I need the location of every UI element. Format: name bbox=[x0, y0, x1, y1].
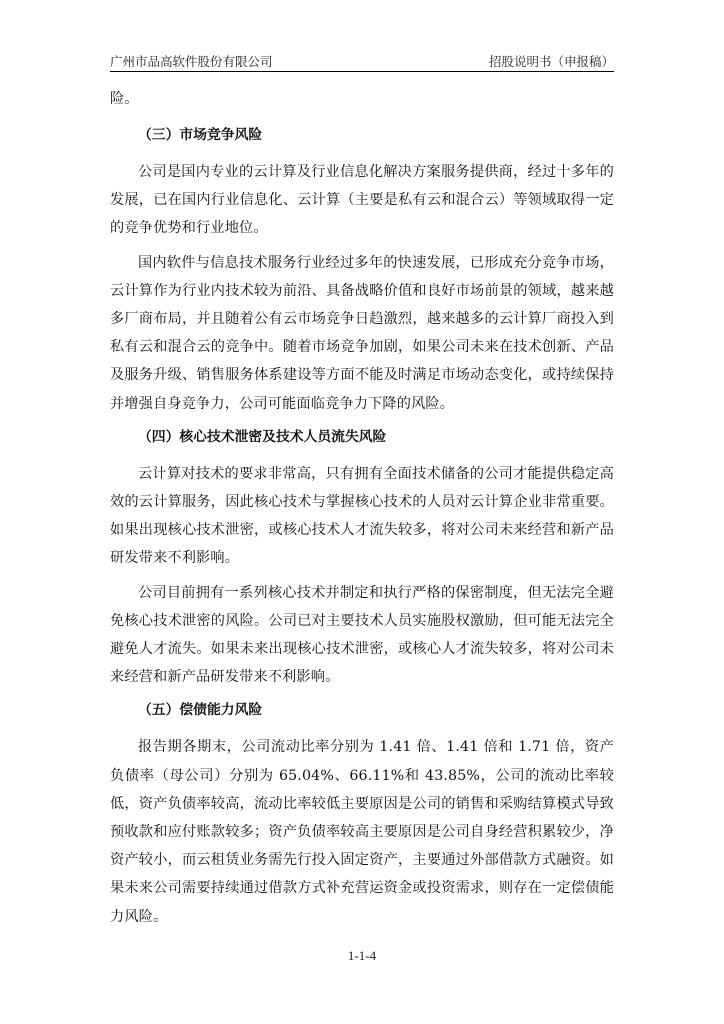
section-heading: （三）市场竞争风险 bbox=[138, 127, 263, 143]
body-paragraph: 国内软件与信息技术服务行业经过多年的快速发展，已形成充分竞争市场，云计算作为行业内技术较为前沿、具备战略价值和良好市场前景的领域，越来越多厂商布局，并且随着公有云市场竞争日趋激烈，越来越多的云计算厂商投入到私有云和混合云的竞争中。随着市场竞争加剧，如果公司未来在技术创新、产品及服务升级、销售服务体系建设等方面不能及时满足市场动态变化，或持续保持并增强自身竞争力，公司可能面临竞争力下降的风险。 bbox=[110, 254, 614, 412]
body-paragraph: 云计算对技术的要求非常高，只有拥有全面技术储备的公司才能提供稳定高效的云计算服务，因此核心技术与掌握核心技术的人员对云计算企业非常重要。如果出现核心技术泄密，或核心技术人才流失较多，将对公司未来经营和新产品研发带来不利影响。 bbox=[110, 465, 614, 567]
continuation-text: 险。 bbox=[110, 91, 139, 107]
section-solvency-risk bbox=[110, 697, 614, 930]
body-paragraph: 公司目前拥有一系列核心技术并制定和执行严格的保密制度，但无法完全避免核心技术泄密的风险。公司已对主要技术人员实施股权激励，但可能无法完全避免人才流失。如果未来出现核心技术泄密，或核心人才流失较多，将对公司未来经营和新产品研发带来不利影响。 bbox=[110, 584, 614, 686]
page-header bbox=[110, 50, 614, 70]
body-paragraph: 公司是国内专业的云计算及行业信息化解决方案服务提供商，经过十多年的发展，已在国内行业信息化、云计算（主要是私有云和混合云）等领域取得一定的竞争优势和行业地位。 bbox=[110, 164, 614, 237]
header-company-name: 广州市品高软件股份有限公司 bbox=[110, 54, 273, 69]
section-heading: （四）核心技术泄密及技术人员流失风险 bbox=[138, 428, 387, 445]
page-number: 1-1-4 bbox=[347, 948, 377, 963]
section-heading: （五）偿债能力风险 bbox=[138, 702, 263, 719]
section-market-competition-risk bbox=[110, 122, 614, 418]
section-core-technology-leak-risk bbox=[110, 424, 614, 692]
body-paragraph: 报告期各期末，公司流动比率分别为 1.41 倍、1.41 倍和 1.71 倍，资产负债率（母公司）分别为 65.04%、66.11%和 43.85%，公司的流动比率较低，资产负债率较高，流动比率较低主要原因是公司的销售和采购结算模式导致预收款和应付账款较多；资产负债率较高主要原因是公司自身经营积累较少，净资产较小，而云租赁业务需先行投入固定资产，主要通过外部借款方式融资。如果未来公司需要持续通过借款方式补充营运资金或投资需求，则存在一定偿债能力风险。 bbox=[110, 739, 614, 925]
header-divider bbox=[110, 71, 614, 72]
header-document-type: 招股说明书（申报稿） bbox=[488, 54, 614, 69]
document-body bbox=[110, 86, 614, 937]
